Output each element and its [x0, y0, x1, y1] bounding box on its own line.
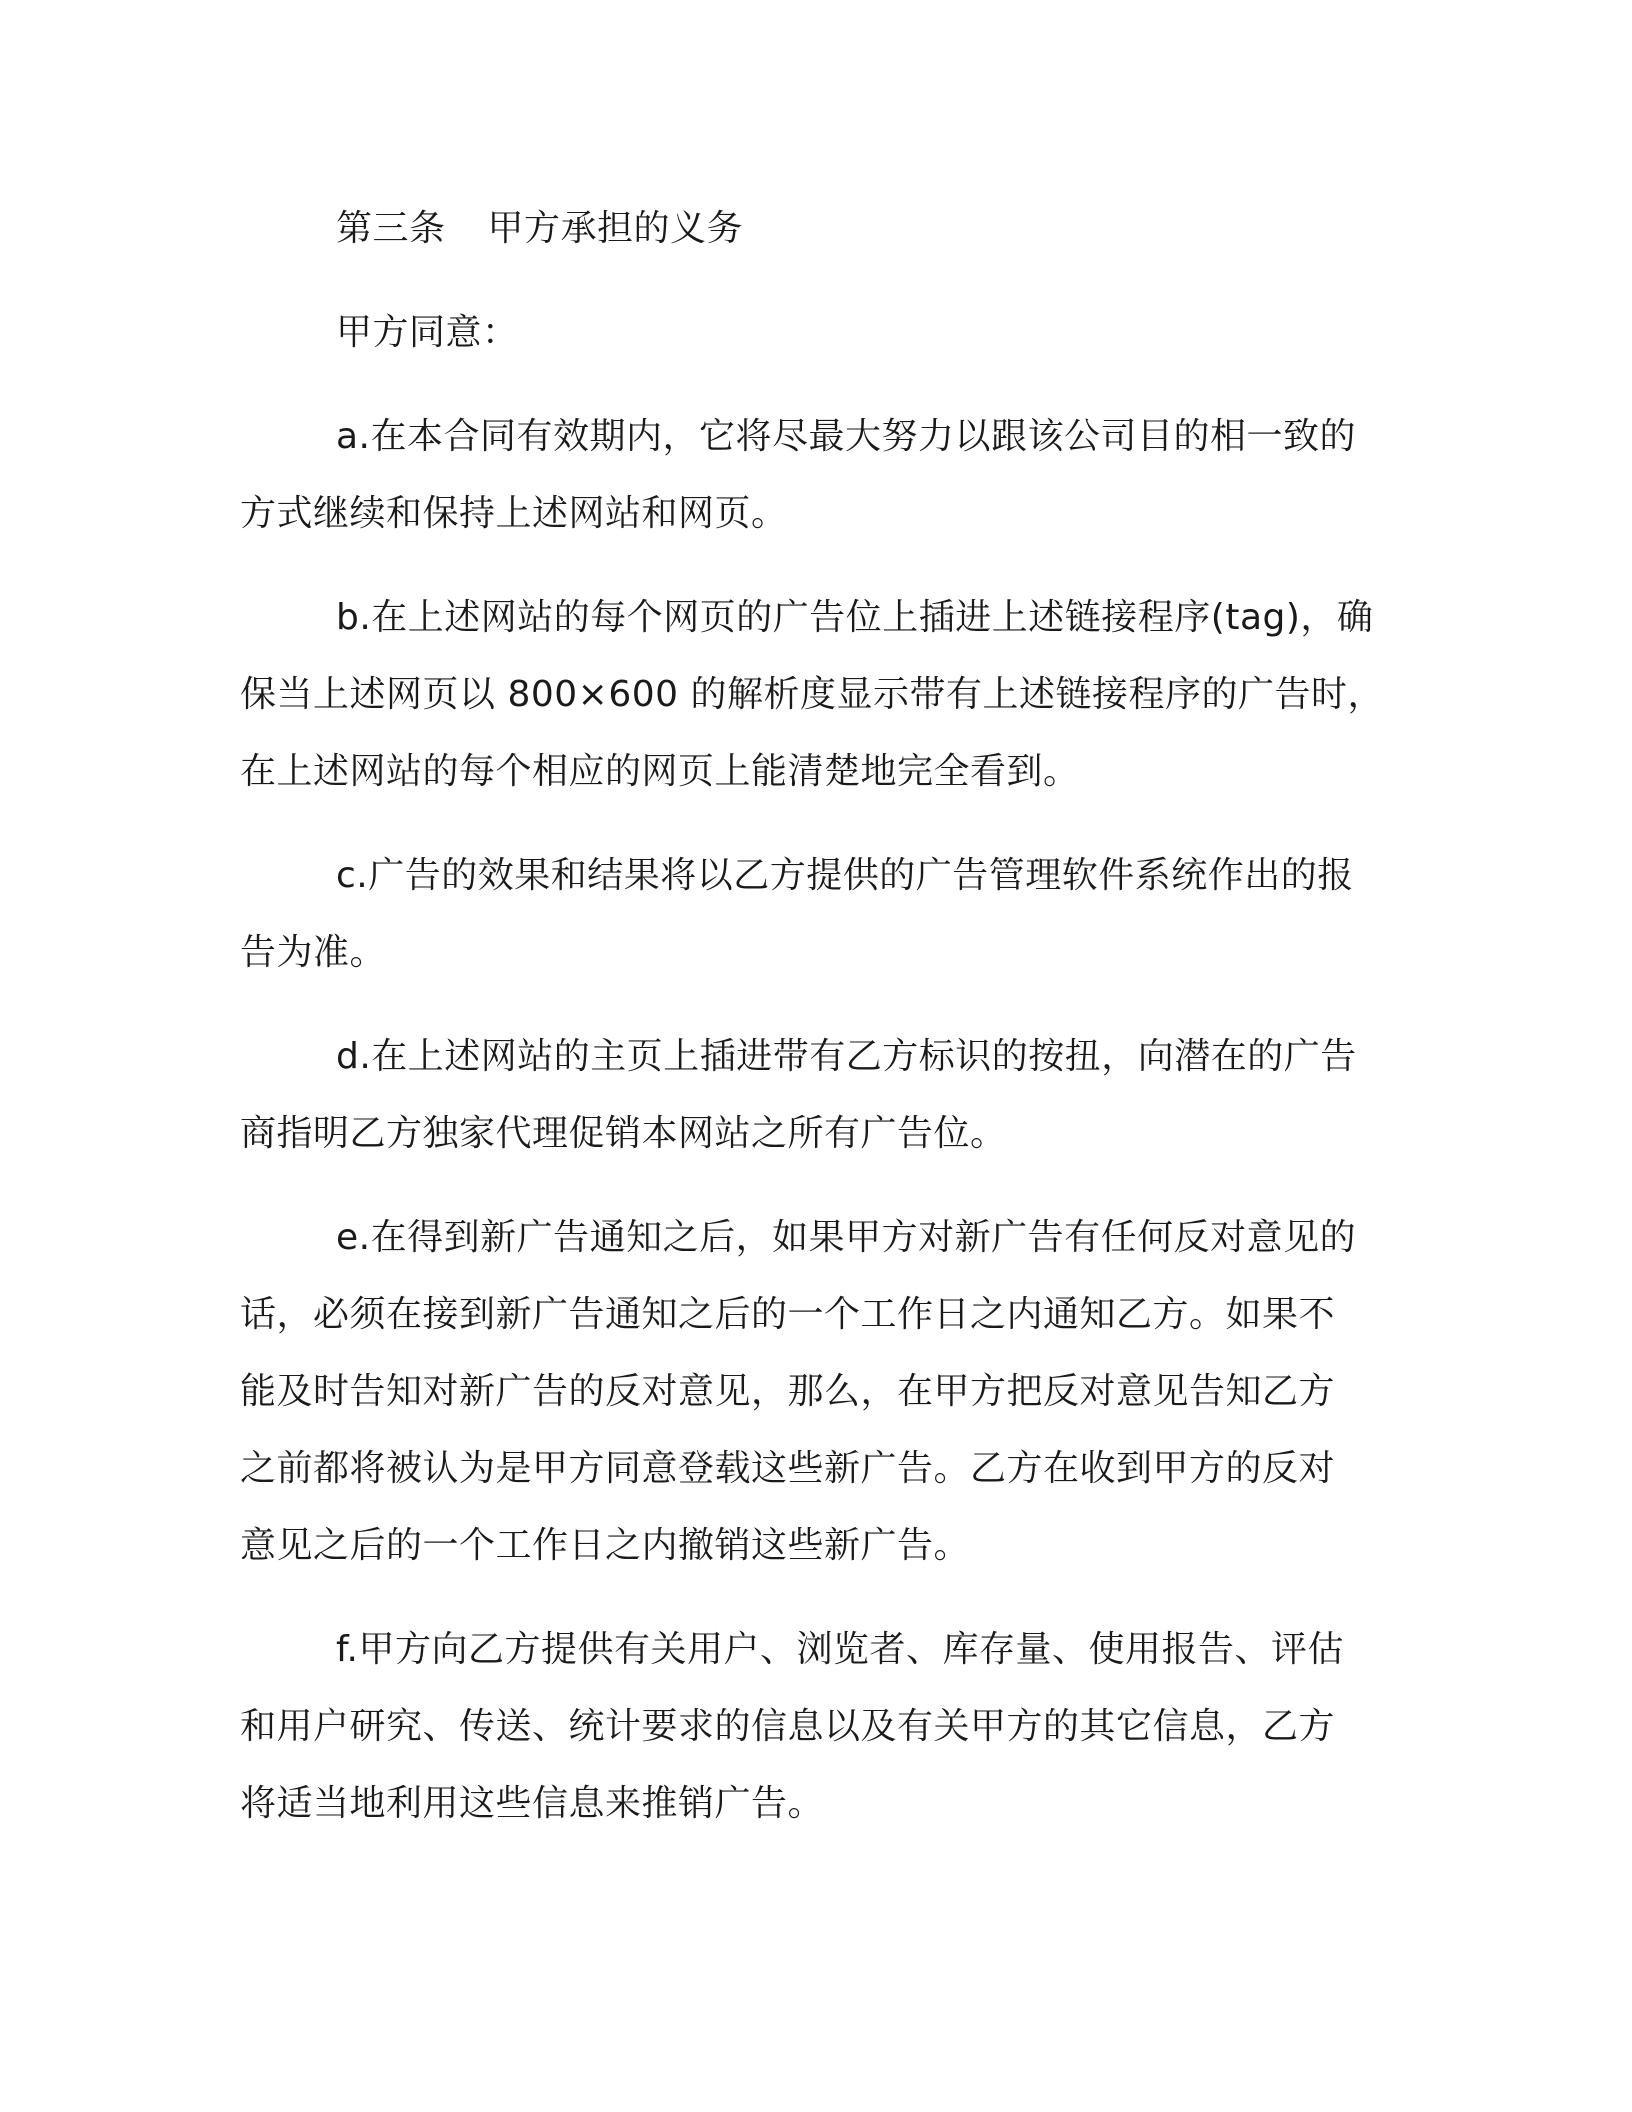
clause-line: e.在得到新广告通知之后，如果甲方对新广告有任何反对意见的: [336, 1217, 1357, 1258]
clause-b: [240, 579, 1384, 810]
clause-line: 商指明乙方独家代理促销本网站之所有广告位。: [240, 1113, 1007, 1154]
clause-line: c.广告的效果和结果将以乙方提供的广告管理软件系统作出的报: [336, 855, 1354, 896]
clause-line: 告为准。: [240, 932, 387, 973]
intro-text: 甲方同意：: [336, 312, 519, 353]
clause-line: 意见之后的一个工作日之内撤销这些新广告。: [240, 1525, 971, 1566]
clause-line: 在上述网站的每个相应的网页上能清楚地完全看到。: [240, 751, 1080, 792]
clause-f: [240, 1611, 1380, 1842]
clause-d: [240, 1018, 1380, 1172]
clause-line: 将适当地利用这些信息来推销广告。: [240, 1783, 825, 1824]
clause-line: b.在上述网站的每个网页的广告位上插进上述链接程序(tag)，确: [336, 597, 1374, 638]
clause-c: [240, 837, 1380, 991]
clause-line: 能及时告知对新广告的反对意见，那么，在甲方把反对意见告知乙方: [240, 1371, 1336, 1412]
clause-line: a.在本合同有效期内，它将尽最大努力以跟该公司目的相一致的: [336, 416, 1357, 457]
article-heading: [240, 190, 1380, 267]
article-number: 第三条: [336, 208, 446, 249]
clause-line: d.在上述网站的主页上插进带有乙方标识的按扭，向潜在的广告: [336, 1036, 1357, 1077]
clause-e: [240, 1199, 1380, 1584]
clause-line: 话，必须在接到新广告通知之后的一个工作日之内通知乙方。如果不: [240, 1294, 1336, 1335]
clause-a: [240, 398, 1380, 552]
clause-line: 之前都将被认为是甲方同意登载这些新广告。乙方在收到甲方的反对: [240, 1448, 1336, 1489]
clause-line: f.甲方向乙方提供有关用户、浏览者、库存量、使用报告、评估: [336, 1629, 1344, 1670]
document-body: [240, 190, 1384, 1842]
article-title: 甲方承担的义务: [487, 208, 744, 249]
clause-line: 保当上述网页以 800×600 的解析度显示带有上述链接程序的广告时，: [240, 674, 1384, 715]
clause-line: 方式继续和保持上述网站和网页。: [240, 493, 788, 534]
clause-line: 和用户研究、传送、统计要求的信息以及有关甲方的其它信息，乙方: [240, 1706, 1336, 1747]
